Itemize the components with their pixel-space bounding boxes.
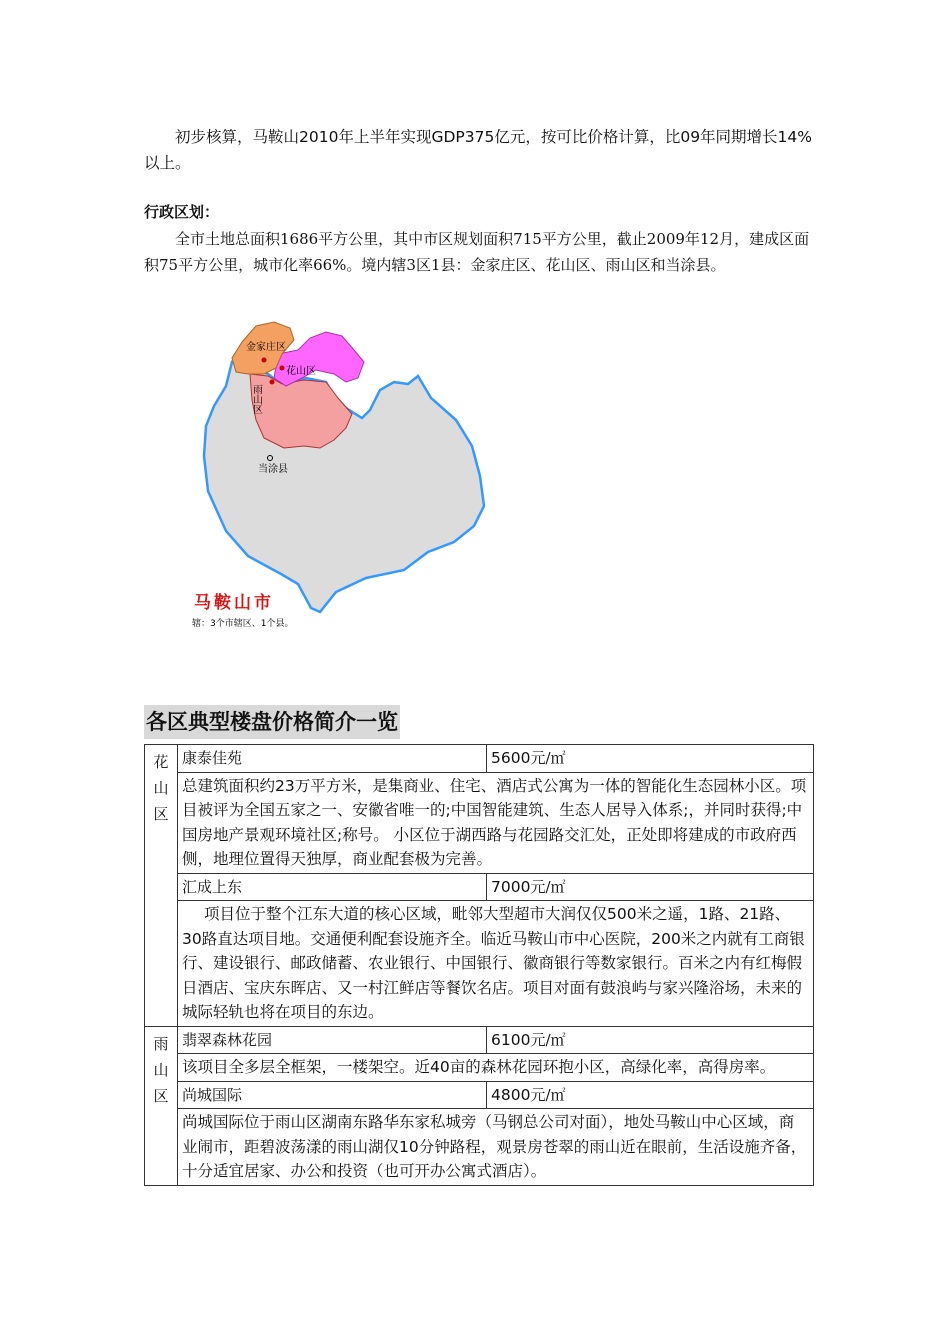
price-value: 6100 — [491, 1030, 531, 1049]
district-map — [186, 316, 516, 632]
map-region-dangtu — [204, 362, 484, 612]
price-unit: 元/㎡ — [530, 1030, 566, 1049]
project-price — [487, 1026, 814, 1054]
admin-heading: 行政区划： — [144, 203, 220, 221]
price-value: 4800 — [491, 1085, 531, 1104]
project-description: 总建筑面积约23万平方米，是集商业、住宅、酒店式公寓为一体的智能化生态园林小区。项目被评为全国五家之一、安徽省唯一的;中国智能建筑、生态人居导入体系;，并同时获得;中国房地产景观环境社区;称号。 小区位于湖西路与花园路交汇处，正处即将建成的市政府西侧，地理位置得天独厚，商业配套极为完善。 — [178, 772, 814, 873]
project-price — [487, 873, 814, 901]
map-label-jinjiazhuang: 金家庄区 — [246, 342, 286, 353]
property-table — [144, 744, 814, 1186]
map-footnote: 辖：3个市辖区、1个县。 — [192, 619, 294, 629]
project-description: 尚城国际位于雨山区湖南东路华东家私城旁（马钢总公司对面），地处马鞍山中心区域，商业闹市，距碧波荡漾的雨山湖仅10分钟路程，观景房苍翠的雨山近在眼前，生活设施齐备，十分适宜居家、办公和投资（也可开办公寓式酒店）。 — [178, 1109, 814, 1186]
price-value: 7000 — [491, 877, 531, 896]
map-city-title: 马鞍山市 — [194, 593, 274, 613]
admin-paragraph: 全市土地总面积1686平方公里，其中市区规划面积715平方公里，截止2009年12月，建成区面积75平方公里，城市化率66%。境内辖3区1县：金家庄区、花山区、雨山区和当涂县。 — [144, 230, 810, 274]
map-label-yushan: 雨山区 — [250, 384, 262, 414]
map-marker-jinjiazhuang — [262, 358, 267, 363]
price-unit: 元/㎡ — [530, 1085, 566, 1104]
table-row — [145, 901, 814, 1027]
district-cell-huashan: 花山区 — [145, 745, 178, 1027]
district-cell-yushan: 雨山区 — [145, 1026, 178, 1185]
table-row — [145, 873, 814, 901]
table-row — [145, 1026, 814, 1054]
map-marker-huashan — [280, 366, 285, 371]
gdp-paragraph: 初步核算，马鞍山2010年上半年实现GDP375亿元，按可比价格计算，比09年同期增长14%以上。 — [144, 128, 813, 172]
section-title: 各区典型楼盘价格简介一览 — [144, 705, 400, 739]
project-name: 康泰佳苑 — [178, 745, 487, 773]
project-name: 汇成上东 — [178, 873, 487, 901]
table-row — [145, 1109, 814, 1186]
map-marker-yushan — [270, 380, 275, 385]
price-value: 5600 — [491, 749, 531, 767]
project-price — [487, 1081, 814, 1109]
project-description: 该项目全多层全框架，一楼架空。近40亩的森林花园环抱小区，高绿化率，高得房率。 — [178, 1054, 814, 1082]
map-label-dangtu: 当涂县 — [258, 464, 288, 475]
project-price — [487, 745, 814, 773]
price-unit: 元/㎡ — [530, 877, 566, 896]
map-label-huashan: 花山区 — [286, 366, 316, 377]
table-row — [145, 1081, 814, 1109]
project-description: 项目位于整个江东大道的核心区域，毗邻大型超市大润仅仅500米之遥，1路、21路、30路直达项目地。交通便利配套设施齐全。临近马鞍山市中心医院，200米之内就有工商银行、建设银行、邮政储蓄、农业银行、中国银行、徽商银行等数家银行。百米之内有红梅假日酒店、宝庆东晖店、又一村江鲜店等餐饮名店。项目对面有鼓浪屿与家兴隆浴场，未来的城际轻轨也将在项目的东边。 — [178, 901, 814, 1027]
project-name: 翡翠森林花园 — [178, 1026, 487, 1054]
table-row — [145, 745, 814, 773]
price-unit: 元/㎡ — [530, 749, 566, 767]
map-region-yushan — [250, 374, 352, 448]
project-name: 尚城国际 — [178, 1081, 487, 1109]
table-row — [145, 772, 814, 873]
table-row — [145, 1054, 814, 1082]
